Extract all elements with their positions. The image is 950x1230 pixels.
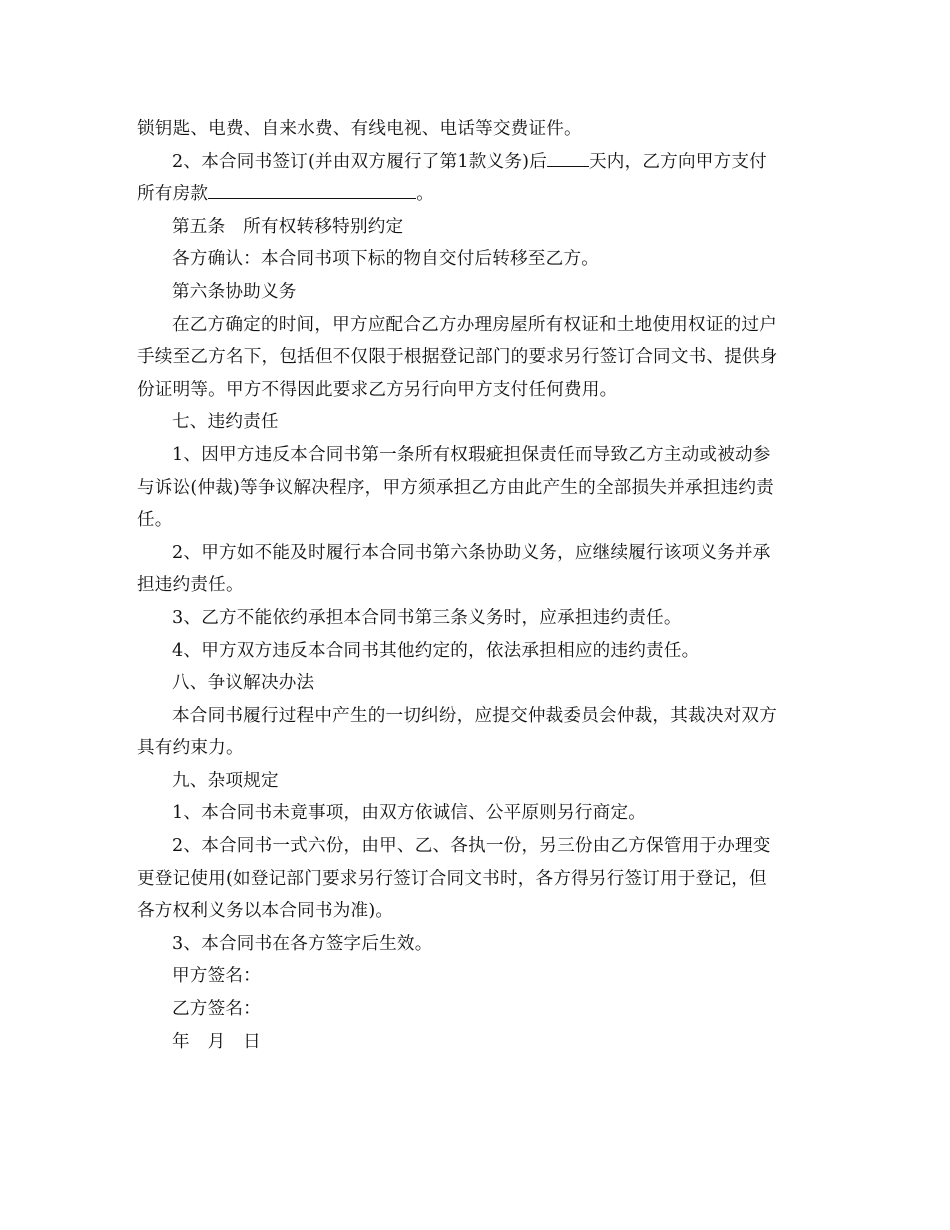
text-line: 4、甲方双方违反本合同书其他约定的，依法承担相应的违约责任。: [172, 640, 700, 661]
text-line: 具有约束力。: [137, 738, 244, 759]
text-line: 手续至乙方名下，包括但不仅限于根据登记部门的要求另行签订合同文书、提供身: [137, 347, 778, 368]
text-line: 锁钥匙、电费、自来水费、有线电视、电话等交费证件。: [137, 119, 582, 139]
text-segment: 。: [416, 184, 434, 205]
text-line: 各方确认：本合同书项下标的物自交付后转移至乙方。: [172, 249, 600, 270]
contract-text: [137, 113, 817, 1058]
section-heading: 七、违约责任: [172, 412, 279, 433]
text-line: 1、本合同书未竟事项，由双方依诚信、公平原则另行商定。: [172, 803, 647, 824]
section-heading: 第五条 所有权转移特别约定: [172, 216, 404, 237]
text-line: 与诉讼(仲裁)等争议解决程序，甲方须承担乙方由此产生的全部损失并承担违约责: [137, 477, 774, 498]
party-b-signature-label: 乙方签名：: [172, 999, 261, 1020]
text-line: 2、本合同书一式六份，由甲、乙、各执一份，另三份由乙方保管用于办理变: [172, 836, 771, 857]
text-line: [137, 178, 817, 211]
text-line: 3、本合同书在各方签字后生效。: [172, 933, 433, 954]
text-line: 在乙方确定的时间，甲方应配合乙方办理房屋所有权证和土地使用权证的过户: [172, 314, 777, 335]
text-line: 担违约责任。: [137, 575, 244, 596]
amount-blank-field: [208, 178, 416, 199]
text-line: 更登记使用(如登记部门要求另行签订合同文书时，各方得另行签订用于登记，但: [137, 868, 767, 889]
text-line: 各方权利义务以本合同书为准)。: [137, 901, 394, 922]
days-blank-field: [547, 146, 589, 167]
party-a-signature-label: 甲方签名：: [172, 966, 261, 987]
section-heading: 八、争议解决办法: [172, 673, 315, 694]
text-line: 2、甲方如不能及时履行本合同书第六条协助义务，应继续履行该项义务并承: [172, 542, 771, 563]
date-line: 年 月 日: [172, 1031, 261, 1052]
text-line: 任。: [137, 510, 173, 531]
text-line: 份证明等。甲方不得因此要求乙方另行向甲方支付任何费用。: [137, 379, 618, 400]
section-heading: 第六条协助义务: [172, 281, 297, 302]
text-line: 3、乙方不能依约承担本合同书第三条义务时，应承担违约责任。: [172, 607, 682, 628]
text-segment: 所有房款: [137, 184, 209, 205]
text-line: [137, 146, 817, 179]
text-line: 本合同书履行过程中产生的一切纠纷，应提交仲裁委员会仲裁，其裁决对双方: [172, 705, 777, 726]
text-segment: 2、本合同书签订(并由双方履行了第1款义务)后: [172, 151, 547, 172]
text-line: 1、因甲方违反本合同书第一条所有权瑕疵担保责任而导致乙方主动或被动参: [172, 444, 771, 465]
text-segment: 天内，乙方向甲方支付: [589, 151, 767, 172]
section-heading: 九、杂项规定: [172, 770, 279, 791]
